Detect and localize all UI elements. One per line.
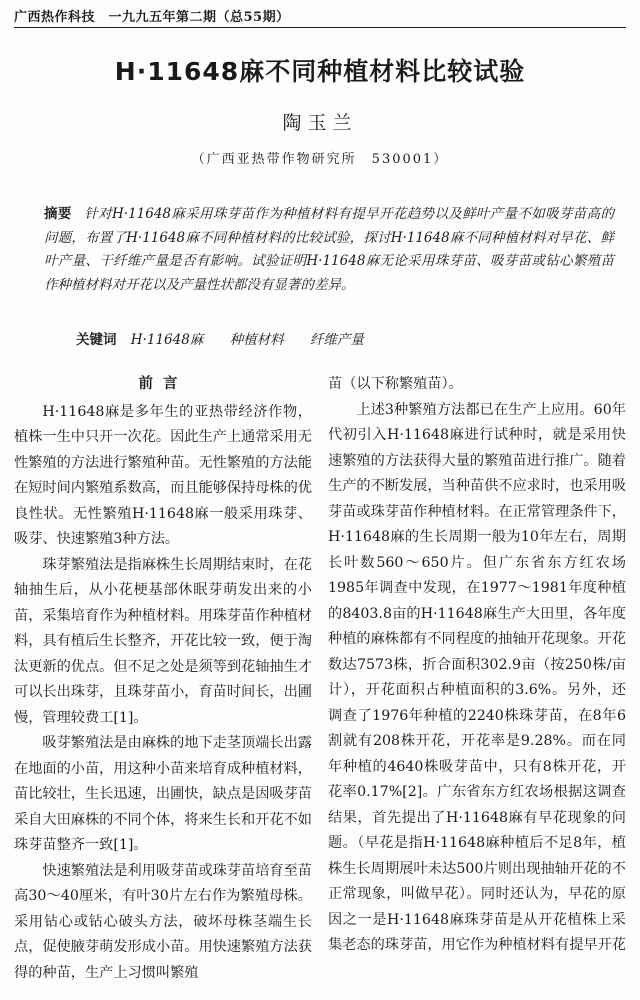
running-head: 广西热作科技 一九九五年第二期（总55期） [14,10,290,25]
keywords [76,328,616,348]
keyword-item: 纤维产量 [309,332,364,348]
abstract [44,203,614,297]
body-column-left [14,372,312,986]
body-paragraph: 珠芽繁殖法是指麻株生长周期结束时，在花轴抽生后，从小花梗基部休眠芽萌发出来的小苗，采集培育作为种植材料。用珠芽苗作种植材料，具有植后生长整齐，开花比较一致，便于淘汰更新的优点。但不足之处是须等到花轴抽生才可以长出珠芽，且珠芽苗小，育苗时间长，出圃慢，管理较费工[1]。 [14,556,312,726]
header-rule [14,27,626,28]
body-paragraph: 快速繁殖法是利用吸芽苗或珠芽苗培育至苗高30～40厘米，有叶30片左右作为繁殖母株。采用钻心或钻心破头方法，破坏母株茎端生长点，促使腋芽萌发形成小苗。用快速繁殖方法获得的种苗，生产上习惯叫繁殖 [14,862,312,981]
body-paragraph: 吸芽繁殖法是由麻株的地下走茎顶端长出露在地面的小苗，用这种小苗来培育成种植材料，苗比较壮，生长迅速，出圃快，缺点是因吸芽苗采自大田麻株的不同个体，将来生长和开花不如珠芽苗整齐一致[1]。 [14,735,312,853]
keywords-label: 关键词 [76,332,117,348]
body-paragraph: 苗（以下称繁殖苗）。 [328,376,463,392]
article-title: H·11648麻不同种植材料比较试验 [114,57,526,86]
abstract-label: 摘要 [44,206,72,222]
keyword-item: 种植材料 [229,332,284,348]
body-column-right [328,372,626,959]
body-paragraph: H·11648麻是多年生的亚热带经济作物，植株一生中只开一次花。因此生产上通常采用无性繁殖的方法进行繁殖种苗。无性繁殖的方法能在短时间内繁殖系数高，而且能够保持母株的优良性状。无性繁殖H·11648麻一般采用珠芽、吸芽、快速繁殖3种方法。 [14,403,312,547]
body-paragraph: 上述3种繁殖方法都已在生产上应用。60年代初引入H·11648麻进行试种时，就是采用快速繁殖的方法获得大量的繁殖苗进行推广。随着生产的不断发展，当种苗供不应求时，也采用吸芽苗或珠芽苗作种植材料。在正常管理条件下，H·11648麻的生长周期一般为10年左右，周期长叶数560～650片。但广东省东方红农场1985年调查中发现，在1977～1981年度种植的8403.8亩的H·11648麻生产大田里，各年度种植的麻株都有不同程度的抽轴开花现象。开花数达7573株，折合面积302.9亩（按250株/亩计），开花面积占种植面积的3.6%。另外，还调查了1976年种植的2240株珠芽苗，在8年6割就有208株开花，开花率是9.28%。而在同年种植的4640株吸芽苗中，只有8株开花，开花率0.17%[2]。广东省东方红农场根据这调查结果，首先提出了H·11648麻有早花现象的问题。（早花是指H·11648麻种植后不足8年，植株生长周期展叶未达500片则出现抽轴开花的不正常现象，叫做早花）。同时还认为，早花的原因之一是H·11648麻珠芽苗是从开花植株上采集老态的珠芽苗，用它作为种植材料有提早开花 [328,401,626,953]
abstract-text: 针对H·11648麻采用珠芽苗作为种植材料有提早开花趋势以及鲜叶产量不如吸芽苗高的问题，布置了H·11648麻不同种植材料的比较试验，探讨H·11648麻不同种植材料对早花、鲜叶产量、干纤维产量是否有影响。试验证明H·11648麻无论采用珠芽苗、吸芽苗或钻心繁殖苗作种植材料对开花以及产量性状都没有显著的差异。 [44,206,614,293]
article-author: 陶玉兰 [282,112,358,134]
author-affiliation: （广西亚热带作物研究所 530001） [191,152,449,167]
keyword-item: H·11648麻 [130,332,204,348]
section-heading: 前言 [138,376,188,392]
